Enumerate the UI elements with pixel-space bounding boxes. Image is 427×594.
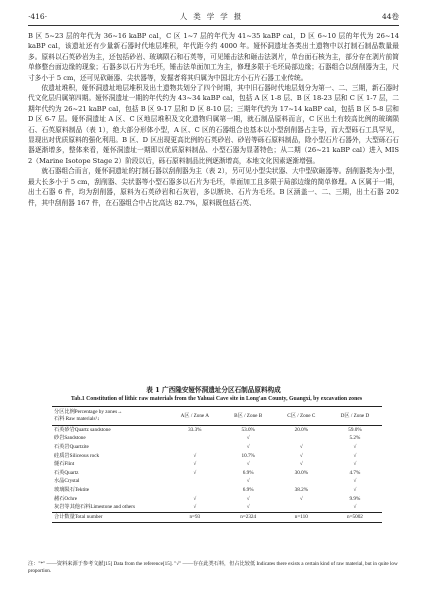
running-header: [28, 10, 399, 24]
table-total-row: [52, 512, 382, 522]
value-cell: √: [353, 461, 357, 468]
material-name: 赭石Ochre: [54, 495, 78, 502]
article-body: [28, 31, 399, 208]
material-name: 石英砂岩Quartz sandstone: [54, 426, 111, 433]
value-cell: √: [353, 443, 357, 450]
value-cell: √: [193, 469, 197, 476]
value-cell: 59.0%: [348, 426, 362, 433]
value-cell: √: [299, 495, 303, 502]
value-cell: [168, 443, 222, 452]
value-cell: 30.0%: [294, 469, 309, 476]
value-cell: √: [353, 504, 357, 511]
table-row: [52, 460, 382, 469]
value-cell: √: [193, 452, 197, 459]
value-cell: √: [193, 504, 197, 511]
table-header-row: [52, 407, 382, 426]
value-cell: √: [299, 461, 303, 468]
table-caption-cn: 表 1 广西隆安娅怀洞遗址分区石制品原料构成: [146, 386, 281, 394]
value-cell: [275, 478, 328, 487]
value-cell: 53.0%: [241, 426, 255, 433]
value-cell: 38.2%: [294, 486, 309, 493]
material-name: 燧石Flint: [54, 461, 75, 468]
table-row: [52, 435, 382, 444]
value-cell: 4.7%: [349, 469, 361, 476]
raw-materials-table: [52, 406, 382, 523]
page-number: ·416·: [28, 12, 48, 21]
value-cell: 9.9%: [349, 495, 361, 502]
material-name: 硅质岩Siliceous rock: [54, 452, 100, 459]
value-cell: √: [299, 443, 303, 450]
value-cell: √: [246, 435, 250, 442]
value-cell: 33.3%: [188, 426, 202, 433]
value-cell: 5.2%: [349, 435, 361, 442]
total-zone-a: n=93: [168, 512, 222, 522]
value-cell: √: [353, 486, 357, 493]
material-name: 玻璃陨石Tektite: [54, 486, 90, 493]
zone-d-header: D区 / Zone D: [328, 407, 382, 426]
footnote-prefix: 注：: [28, 561, 39, 567]
header-corner-cell: [52, 407, 168, 426]
table-row: [52, 495, 382, 504]
total-zone-b: n=2324: [222, 512, 275, 522]
table-row: [52, 443, 382, 452]
header-material-label: 石料 Raw materials¹↓: [54, 416, 100, 422]
value-cell: √: [246, 443, 250, 450]
table-row: [52, 426, 382, 435]
footnote-text: "*" ——资料来源于参考文献[15] Data from the reference[15]. "√" ——存在此类石料，但占比较低 Indicates there exists a certain kind of raw material, but in quite low proportion.: [28, 561, 398, 575]
table-row: [52, 469, 382, 478]
paragraph-1: B 区 5~23 层的年代为 36~16 kaBP cal，C 区 1~7 层的年代为 41~35 kaBP cal，D 区 6~10 层的年代为 26~14 kaBP cal，该遗址还有少量新石器时代地层堆积，年代距今约 4000 年。娅怀洞遗址各类出土遗物中以打制石制品数量最多。原料以石英砂岩为主，还包括砂岩、玻璃陨石和石英等，可见锤击法和砸击法剥片，单台面石核为主，部分存在剥片前简单修整台面边缘的现象；石器多以石片为毛坯，锤击法单面加工为主，修理多限于毛坯局部边缘；石器组合以刮削器为主，尺寸多小于 5 cm，还可见砍砸器、尖状器等，发掘者将其归属为中国北方小石片石器工业传统。: [28, 32, 399, 82]
value-cell: √: [246, 478, 250, 485]
paragraph-2: 依遗址堆积，娅怀洞遗址地层堆积及出土遗物共划分了四个时期，其中旧石器时代地层划分为第一、二、三期，新石器时代文化层归属第四期。娅怀洞遗址一期的年代约为 43~34 kaBP cal，包括 A 区 1-8 层、B 区 18-23 层和 C 区 1-7 层，二期年代约为 26~21 kaBP cal，包括 B 区 9-17 层和 D 区 8-10 层；三期年代约为 17~14 kaBP cal，包括 B 区 5-8 层和 D 区 6-7 层。娅怀洞遗址 A 区、C 区地层堆积及文化遗物归属第一期，就石制品原料而言，C 区出土有较高比例的玻璃陨石、石英原料制品（表 1），绝大部分形体小型，A 区、C 区的石器组合也基本以小型刮削器占主导，而大型砾石工具罕见，显现出对优质原料的强化利用。B 区、D 区出现更高比例的石英砂岩、砂岩等砾石原料制品，除小型石片石器外，大型砾石石器逐渐增多，整体来看，娅怀洞遗址一期即以优质原料制品、小型石器为显著特色；从二期（26~21 kaBP cal）进入 MIS 2（Marine Isotope Stage 2）阶段以后，砾石原料制品比例逐渐增高，本地文化因素逐渐增强。: [28, 84, 399, 165]
value-cell: √: [193, 461, 197, 468]
material-name: 砂岩Sandstone: [54, 435, 86, 442]
value-cell: [168, 486, 222, 495]
material-name: 灰岩等其他石料Limestone and others: [54, 504, 135, 511]
value-cell: √: [246, 461, 250, 468]
total-zone-c: n=110: [275, 512, 328, 522]
table-row: [52, 478, 382, 487]
zone-c-header: C区 / Zone C: [275, 407, 328, 426]
journal-title: 人类学学报: [179, 12, 248, 21]
value-cell: [168, 478, 222, 487]
value-cell: √: [246, 495, 250, 502]
header-zone-label: 分区比例Percentage by zones→: [54, 409, 123, 415]
material-name: 石英岩Quartzite: [54, 443, 89, 450]
value-cell: √: [353, 478, 357, 485]
volume-label: 44卷: [381, 12, 399, 21]
table-row: [52, 452, 382, 461]
paragraph-3: 就石器组合而言，娅怀洞遗址的打制石器以刮削器为主（表 2），另可见小型尖状器、大中型砍砸器等。刮削器类为小型，最大长多小于 5 cm，刮削器、尖状器等小型石器多以石片为毛坯，单面加工且多限于局部边缘的简单修理。A 区属于一期，出土石器 6 件，均为刮削器，原料为石英砂岩和石灰岩，多以断块、石片为毛坯。B 区涵盖一、二、三期，出土石器 202 件，其中刮削器 167 件，在石器组合中占比高达 82.7%，原料既包括石英、: [28, 167, 399, 207]
value-cell: √: [193, 495, 197, 502]
value-cell: 20.0%: [294, 426, 309, 433]
value-cell: √: [299, 452, 303, 459]
value-cell: [168, 435, 222, 444]
total-zone-d: n=5002: [328, 512, 382, 522]
value-cell: 6.9%: [242, 469, 254, 476]
value-cell: [275, 435, 328, 444]
table-footnote: [28, 561, 399, 575]
value-cell: [275, 503, 328, 512]
value-cell: 10.7%: [241, 452, 255, 459]
header-rule: [28, 25, 399, 26]
value-cell: √: [353, 452, 357, 459]
table-row: [52, 486, 382, 495]
table-row: [52, 503, 382, 512]
zone-b-header: B区 / Zone B: [222, 407, 275, 426]
table-caption-en: Tab.1 Constitution of lithic raw materials from the Yahuai Cave site in Long'an County, Guangxi, by excavation zones: [70, 396, 363, 402]
total-label: 合计数量Total number: [52, 512, 168, 522]
value-cell: √: [246, 504, 250, 511]
material-name: 水晶Crystal: [54, 478, 80, 485]
material-name: 石英Quartz: [54, 469, 79, 476]
value-cell: 6.9%: [242, 486, 254, 493]
zone-a-header: A区 / Zone A: [168, 407, 222, 426]
